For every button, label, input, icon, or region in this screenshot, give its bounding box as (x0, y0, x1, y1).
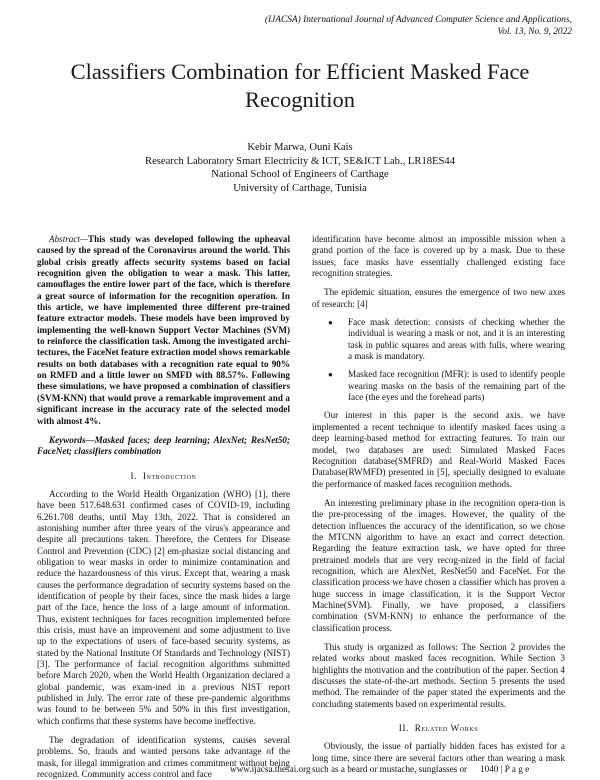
intro-paragraph-6: This study is organized as follows: The Section 2 provides the related works about masked faces recognition. While Section 3 highlights the motivation and the contribution of the paper. Section 4 discusses the state-of-the-art methods. Section 5 presents the used method. The remainder of the paper stated the experiments and the concluding statements based on experimental results. (312, 642, 565, 709)
section-number: I. (130, 470, 138, 481)
author-block (30, 141, 570, 195)
footer-page-number: 1040 | P a g e (480, 764, 530, 774)
list-item (312, 317, 565, 362)
intro-paragraph-3: The epidemic situation, ensures the emergence of two new axes of research: [4] (312, 287, 565, 309)
list-item-text: Face mask detection: consists of checking whether the individual is wearing a mask or not, and it is an interesting task in public squares and areas with fulls, where wearing a mask is mandatory. (348, 317, 565, 362)
journal-header (132, 14, 572, 38)
journal-name: (IJACSA) International Journal of Advanced Computer Science and Applications, (264, 15, 572, 25)
paper-title (30, 58, 570, 114)
list-item-text: Masked face recognition (MFR): is used to identify people wearing masks on the basis of the remaining part of the face (the eyes and the forehead parts) (348, 369, 565, 403)
section-heading-introduction (37, 471, 290, 482)
paper-title-line2: Recognition (245, 87, 355, 112)
journal-volume: Vol. 13, No. 9, 2022 (497, 27, 572, 37)
list-item (312, 369, 565, 403)
section-title: Introduction (142, 470, 197, 481)
intro-paragraph-5: An interesting preliminary phase in the recognition opera-tion is the pre-processing of the images. However, the quality of the detection influences the accuracy of the identification, so we chose the MTCNN algorithm to have an exact and correct detection. Regarding the feature extraction task, we have opted for three pretrained models that are very recog-nized in the field of facial recognition, which are AlexNet, ResNet50 and FaceNet. For the classification process we have chosen a classifier which has proven a huge success in image classification, it is the Support Vector Machine(SVM). Finally, we have proposed, a classifiers combination (SVM-KNN) to enhance the performance of the classification process. (312, 497, 565, 633)
research-axes-list (312, 317, 565, 403)
section-number: II. (398, 723, 409, 734)
intro-paragraph-2: The degradation of identification systems, causes several problems. So, frauds and wanted persons take advantage of the mask, for illegal immigration and crimes commitment without being recognized. Community access control and face (37, 735, 290, 780)
author-names: Kebir Marwa, Ouni Kais (247, 142, 353, 153)
keywords-text: Masked faces; deep learning; AlexNet; ResNet50; FaceNet; classifiers combination (37, 434, 290, 457)
section-heading-related-works (312, 723, 565, 734)
bullet-icon: ● (328, 318, 333, 328)
intro-paragraph-4: Our interest in this paper is the second axis. we have implemented a recent technique to identify masked faces using a deep learning-based method for extracting features. To train our model, two databases are used: Simulated Masked Faces Recognition database(SMFRD) and Real-World Masked Faces Database(RWMFD) presented in [5], specially designed to evaluate the performance of masked faces recognition methods. (312, 410, 565, 489)
paper-title-line1: Classifiers Combination for Efficient Masked Face (70, 59, 530, 84)
affiliation-university: University of Carthage, Tunisia (233, 182, 367, 194)
intro-paragraph-1: According to the World Health Organization (WHO) [1], there have been 517.648.631 confirmed cases of COVID-19, including 6.261.708 deaths, until May 13th, 2022. That is considered an astonishing number after three years of the virus's appearance and despite all precautions taken. Therefore, the Centers for Disease Control and Prevention (CDC) [2] em-phasize social distancing and obligation to wear masks in order to minimize contamination and reduce the hazardousness of this virus. Except that, wearing a mask causes the performance degradation of security systems based on the identification of people by their faces, since the mask hides a large part of the face, hence the loss of a large amount of information. Thus, existent techniques for faces recognition implemented before this crisis, must have an improvement and some adjustment to live up to the expectations of users of face-based security systems, as stated by the National Institute Of Standards and Technology (NIST) [3]. The performance of facial recognition algorithms submitted before March 2020, when the World Health Organization declared a global pandemic, was exam-ined in a previous NIST report published in July. The error rate of these pre-pandemic algorithms was found to be between 5% and 50% in this first investigation, which confirms that these systems have become ineffective. (37, 488, 290, 726)
right-column (312, 234, 565, 775)
keywords-lead: Keywords— (49, 434, 95, 445)
bullet-icon: ● (328, 370, 333, 380)
abstract-text: This study was developed following the upheaval caused by the spread of the Coronavirus around the world. This global crisis greatly affects security systems based on facial recognition given the obligation to wear a mask. This latter, camouflages the entire lower part of the face, which is therefore a great source of information for the recognition operation. In this article, we have implemented three different pre-trained feature extractor models. These models have been improved by implementing the well-known Support Vector Machines (SVM) to reinforce the classification task. Among the investigated archi-tectures, the FaceNet feature extraction model shows remarkable results on both databases with a recognition rate equal to 90% on RMFD and a little lower on SMFD with 88.57%. Following these simulations, we have proposed a combination of classifiers (SVM-KNN) that would prove a remarkable improvement and a significant increase in the accuracy rate of the selected model with almost 4%. (37, 234, 290, 426)
section-title: Related Works (414, 723, 479, 734)
left-column (37, 234, 290, 780)
intro-paragraph-2-continued: identification have become almost an impossible mission when a grand portion of the face is covered up by a mask. Due to these issues, face masks have essentially challenged existing face recognition strategies. (312, 234, 565, 279)
affiliation-lab: Research Laboratory Smart Electricity & ICT, SE&ICT Lab., LR18ES44 (145, 155, 455, 167)
keywords (37, 435, 290, 458)
abstract (37, 234, 290, 427)
abstract-lead: Abstract— (49, 234, 89, 244)
affiliation-school: National School of Engineers of Carthage (211, 169, 389, 180)
footer-url: www.ijacsa.thesai.org (230, 764, 311, 774)
related-works-paragraph-1: Obviously, the issue of partially hidden faces has existed for a long time, since there are several factors other than wearing a mask such as a beard or mustache, sunglasses or (312, 741, 565, 775)
